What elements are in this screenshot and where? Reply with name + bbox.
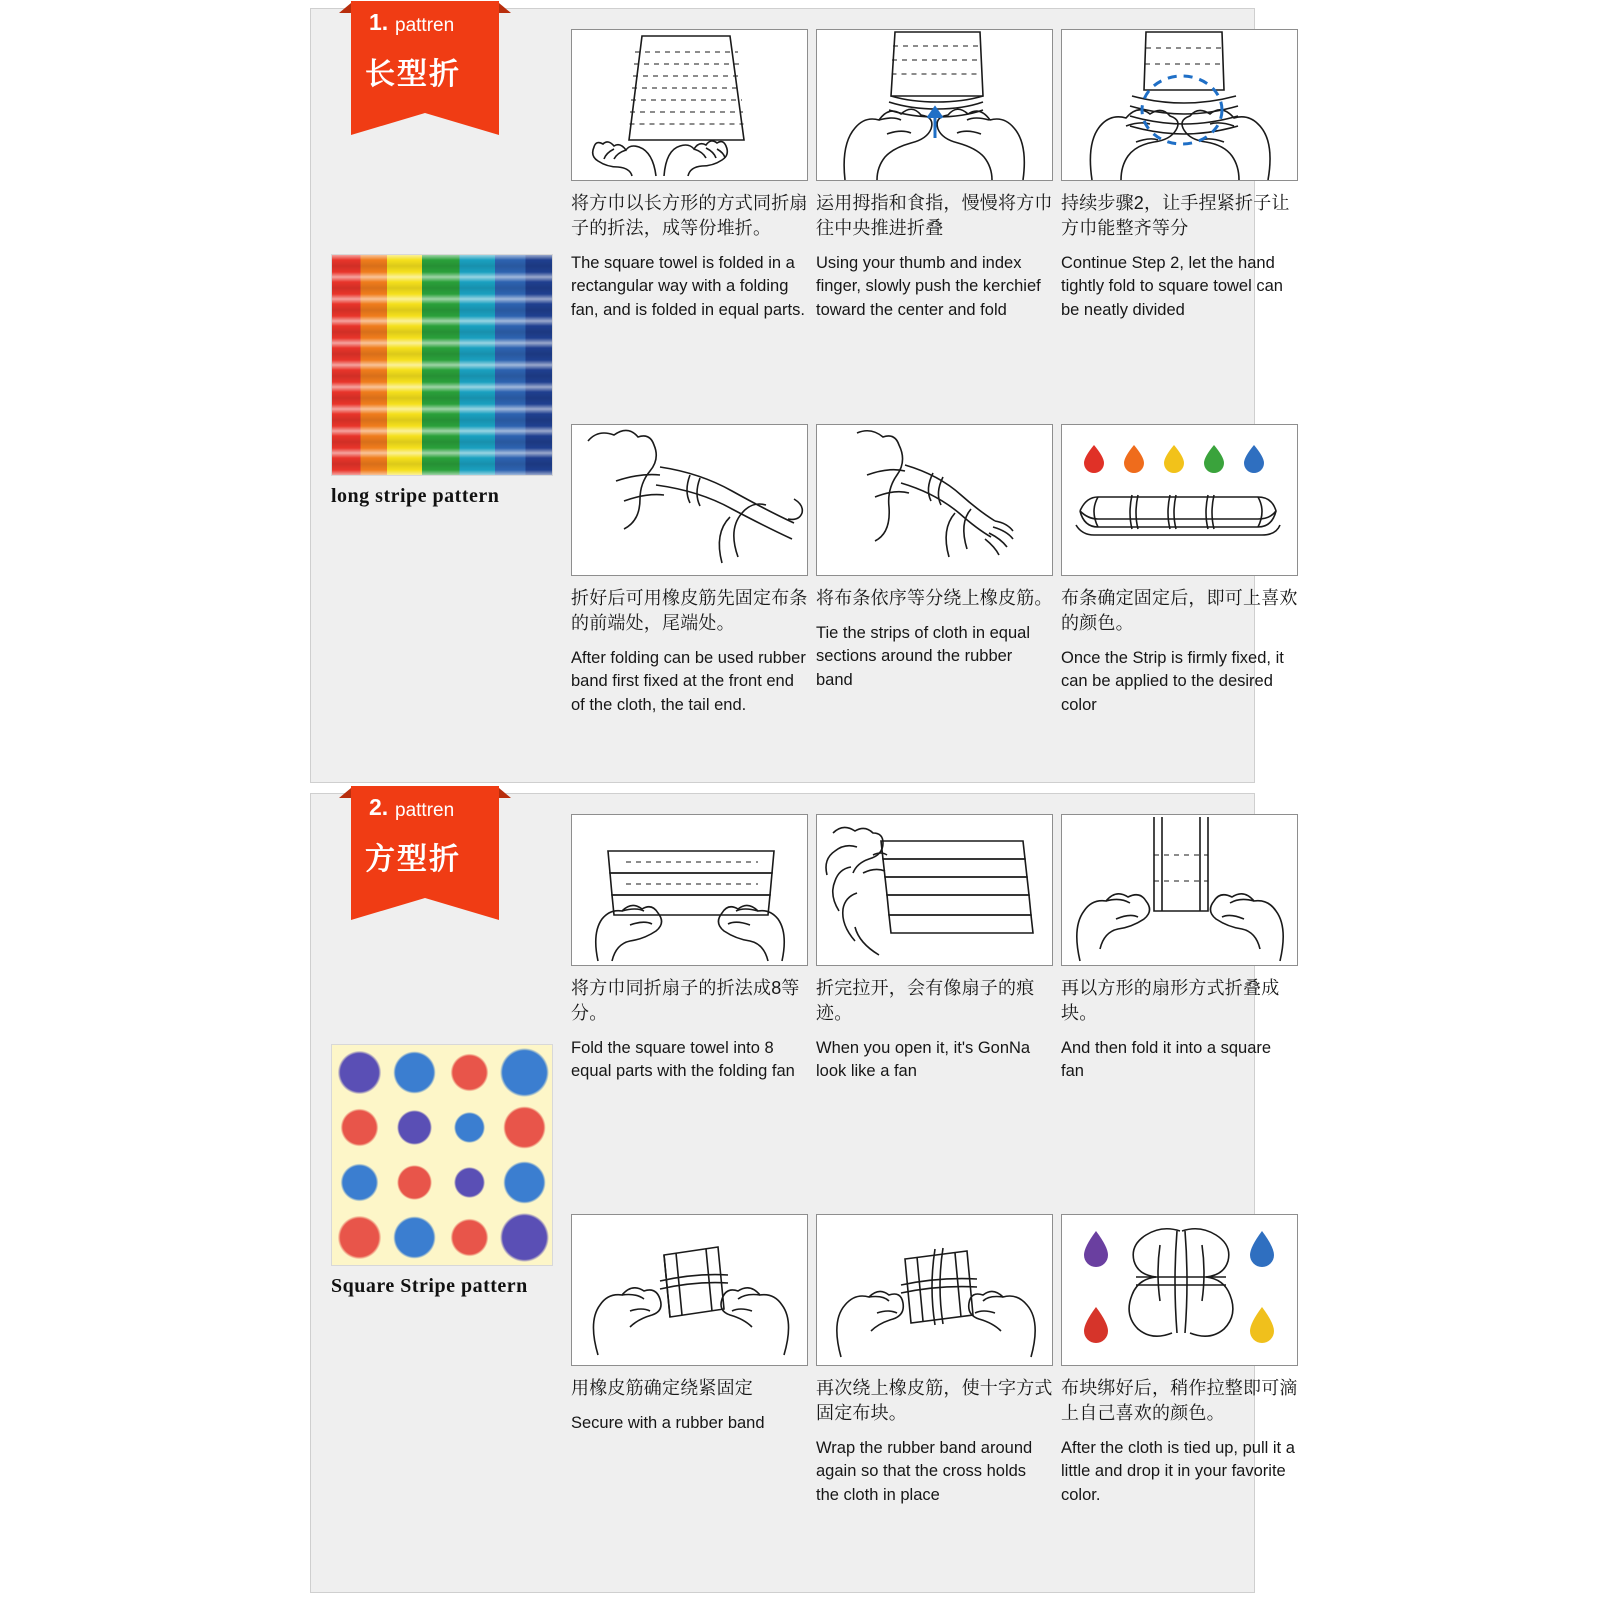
hands-tighten-pleats-circle-highlight-icon xyxy=(1061,29,1298,181)
step-text-cn: 运用拇指和食指，慢慢将方巾往中央推进折叠 xyxy=(816,193,1053,238)
step-text-en: After the cloth is tied up, pull it a little and drop it in your favorite color. xyxy=(1061,1438,1295,1504)
step-card xyxy=(571,1214,808,1507)
step-text-cn: 将方巾以长方形的方式同折扇子的折法，成等份堆折。 xyxy=(571,193,808,238)
step-row-1b xyxy=(571,424,1298,717)
rainbow-stripe-swatch xyxy=(331,254,553,476)
ribbon-fold-right xyxy=(499,3,511,13)
step-row-2a xyxy=(571,814,1298,1084)
step-text-cn: 折完拉开，会有像扇子的痕迹。 xyxy=(816,978,1035,1023)
ribbon-notch xyxy=(351,113,499,135)
tie-strips-equal-sections-icon xyxy=(816,424,1053,576)
dye-drop-row xyxy=(1084,445,1264,473)
ribbon-badge-1 xyxy=(351,1,499,131)
step-text-cn: 持续步骤2，让手捏紧折子让方巾能整齐等分 xyxy=(1061,193,1290,238)
step-text-en: Secure with a rubber band xyxy=(571,1413,765,1432)
step-text-en: When you open it, it's GonNa look like a fan xyxy=(816,1038,1031,1081)
ribbon-badge-2 xyxy=(351,786,499,916)
rubber-band-on-strip-end-icon xyxy=(571,424,808,576)
step-text-en: Continue Step 2, let the hand tightly fold to square towel can be neatly divided xyxy=(1061,253,1283,319)
step-text-cn: 再次绕上橡皮筋，使十字方式固定布块。 xyxy=(816,1378,1053,1423)
step-card xyxy=(816,1214,1053,1507)
step-card xyxy=(816,814,1053,1084)
rubber-band-around-square-icon xyxy=(571,1214,808,1366)
step-row-2b xyxy=(571,1214,1298,1507)
sample-swatch-block-1 xyxy=(331,254,553,508)
ribbon-fold-left xyxy=(339,788,351,798)
step-card xyxy=(816,424,1053,717)
ribbon-english-label: pattren xyxy=(395,15,455,36)
square-dot-swatch xyxy=(331,1044,553,1266)
step-card xyxy=(1061,424,1298,717)
step-text-cn: 布块绑好后，稍作拉整即可滴上自己喜欢的颜色。 xyxy=(1061,1378,1298,1423)
dye-drop-group xyxy=(1084,1231,1274,1343)
step-text-en: Tie the strips of cloth in equal sections around the rubber band xyxy=(816,623,1031,689)
step-text-en: After folding can be used rubber band first fixed at the front end of the cloth, the tail end. xyxy=(571,648,806,714)
step-text-cn: 将方巾同折扇子的折法成8等分。 xyxy=(571,978,800,1023)
ribbon-fold-left xyxy=(339,3,351,13)
step-card xyxy=(571,424,808,717)
step-text-en: And then fold it into a square fan xyxy=(1061,1038,1272,1081)
hands-accordion-fold-towel-icon xyxy=(571,814,808,966)
ribbon-english-label: pattren xyxy=(395,800,455,821)
ribbon-chinese-label: 方型折 xyxy=(365,843,461,876)
cross-wrap-rubber-band-icon xyxy=(816,1214,1053,1366)
step-card xyxy=(1061,1214,1298,1507)
sample-label-2: Square Stripe pattern xyxy=(331,1275,528,1297)
hands-folding-flat-towel-icon xyxy=(571,29,808,181)
step-text-en: The square towel is folded in a rectangular way with a folding fan, and is folded in equal parts. xyxy=(571,253,805,319)
step-text-cn: 将布条依序等分绕上橡皮筋。 xyxy=(816,588,1053,608)
ribbon-fold-right xyxy=(499,788,511,798)
section-panel-1 xyxy=(310,8,1298,783)
ribbon-notch xyxy=(351,898,499,920)
step-card xyxy=(571,814,808,1084)
ribbon-chinese-label: 长型折 xyxy=(365,58,461,91)
sample-label-1: long stripe pattern xyxy=(331,485,500,507)
step-text-cn: 折好后可用橡皮筋先固定布条的前端处，尾端处。 xyxy=(571,588,808,633)
step-text-en: Once the Strip is firmly fixed, it can be applied to the desired color xyxy=(1061,648,1284,714)
ribbon-number: 1. xyxy=(369,9,389,35)
section-panel-2 xyxy=(310,793,1298,1593)
tied-square-with-dye-drops-icon xyxy=(1061,1214,1298,1366)
banded-strip-with-dye-drops-icon xyxy=(1061,424,1298,576)
sample-swatch-block-2 xyxy=(331,1044,553,1298)
ribbon-number: 2. xyxy=(369,794,389,820)
hands-open-fan-creases-icon xyxy=(816,814,1053,966)
step-row-1a xyxy=(571,29,1298,322)
step-text-cn: 布条确定固定后，即可上喜欢的颜色。 xyxy=(1061,588,1298,633)
step-text-en: Fold the square towel into 8 equal parts with the folding fan xyxy=(571,1038,795,1081)
step-text-en: Wrap the rubber band around again so that the cross holds the cloth in place xyxy=(816,1438,1033,1504)
step-card xyxy=(1061,29,1298,322)
step-card xyxy=(571,29,808,322)
step-text-en: Using your thumb and index finger, slowly push the kerchief toward the center and fold xyxy=(816,253,1041,319)
thumb-index-push-center-icon xyxy=(816,29,1053,181)
step-card xyxy=(816,29,1053,322)
hands-fold-into-square-icon xyxy=(1061,814,1298,966)
step-text-cn: 用橡皮筋确定绕紧固定 xyxy=(571,1378,753,1398)
step-card xyxy=(1061,814,1298,1084)
step-text-cn: 再以方形的扇形方式折叠成块。 xyxy=(1061,978,1280,1023)
